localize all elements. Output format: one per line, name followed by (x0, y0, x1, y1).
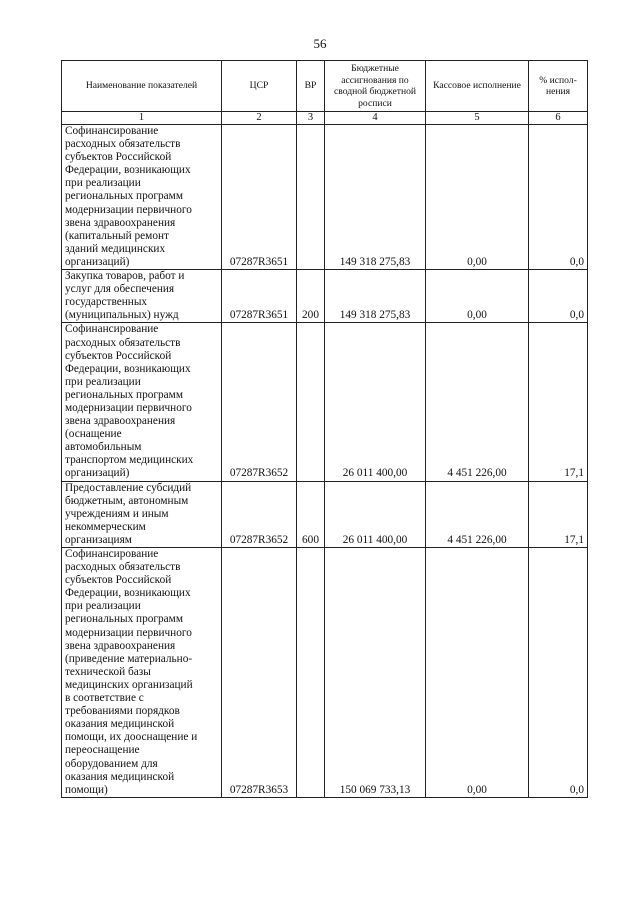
row-csr: 07287R3651 (222, 270, 297, 323)
row-name-text: Закупка товаров, работ и услуг для обеспечения государственных (муниципальных) нужд (65, 270, 185, 322)
header-vr: ВР (297, 61, 325, 112)
table-row (62, 125, 588, 270)
column-number: 3 (297, 112, 325, 125)
row-name (62, 548, 222, 798)
row-csr: 07287R3652 (222, 481, 297, 547)
column-number: 2 (222, 112, 297, 125)
row-vr (297, 548, 325, 798)
column-number: 6 (529, 112, 588, 125)
row-name (62, 323, 222, 481)
header-row (62, 61, 588, 112)
row-name (62, 270, 222, 323)
row-percent: 0,0 (529, 270, 588, 323)
row-percent: 0,0 (529, 125, 588, 270)
header-budget: Бюджетные ассигнования по сводной бюджетной росписи (325, 61, 426, 112)
row-name (62, 481, 222, 547)
row-csr: 07287R3652 (222, 323, 297, 481)
row-budget: 149 318 275,83 (325, 270, 426, 323)
table-row (62, 548, 588, 798)
row-vr: 600 (297, 481, 325, 547)
row-budget: 149 318 275,83 (325, 125, 426, 270)
column-number-row (62, 112, 588, 125)
row-vr (297, 323, 325, 481)
row-cash: 0,00 (426, 125, 529, 270)
row-name-text: Предоставление субсидий бюджетным, автономным учреждениям и иным некоммерческим организациям (65, 481, 192, 546)
table-row (62, 323, 588, 481)
row-percent: 17,1 (529, 481, 588, 547)
column-number: 4 (325, 112, 426, 125)
row-csr: 07287R3651 (222, 125, 297, 270)
page-number: 56 (313, 36, 327, 51)
row-percent: 17,1 (529, 323, 588, 481)
row-percent: 0,0 (529, 548, 588, 798)
row-budget: 26 011 400,00 (325, 323, 426, 481)
header-csr: ЦСР (222, 61, 297, 112)
row-name-text: Софинансирование расходных обязательств субъектов Российской Федерации, возникающих при реализации региональных программ модернизации первичного звена здравоохранения (оснащение автомобильным транспортом медицинских организаций) (65, 323, 194, 480)
column-number: 1 (62, 112, 222, 125)
row-name-text: Софинансирование расходных обязательств субъектов Российской Федерации, возникающих при реализации региональных программ модернизации первичного звена здравоохранения (приведение материально- технической базы медицинских организаций в соответствие с требованиями порядков оказания медицинской помощи, их дооснащение и переоснащение оборудованием для оказания медицинской помощи) (65, 548, 198, 796)
budget-execution-table (61, 60, 588, 798)
header-name: Наименование показателей (62, 61, 222, 112)
row-cash: 4 451 226,00 (426, 323, 529, 481)
row-vr: 200 (297, 270, 325, 323)
row-name-text: Софинансирование расходных обязательств субъектов Российской Федерации, возникающих при реализации региональных программ модернизации первичного звена здравоохранения (капитальный ремонт зданий медицинских организаций) (65, 125, 192, 268)
row-budget: 26 011 400,00 (325, 481, 426, 547)
table-row (62, 481, 588, 547)
row-cash: 4 451 226,00 (426, 481, 529, 547)
row-vr (297, 125, 325, 270)
row-cash: 0,00 (426, 548, 529, 798)
header-cash: Кассовое исполнение (426, 61, 529, 112)
row-cash: 0,00 (426, 270, 529, 323)
table-row (62, 270, 588, 323)
header-percent: % испол-нения (529, 61, 588, 112)
row-budget: 150 069 733,13 (325, 548, 426, 798)
row-csr: 07287R3653 (222, 548, 297, 798)
column-number: 5 (426, 112, 529, 125)
row-name (62, 125, 222, 270)
